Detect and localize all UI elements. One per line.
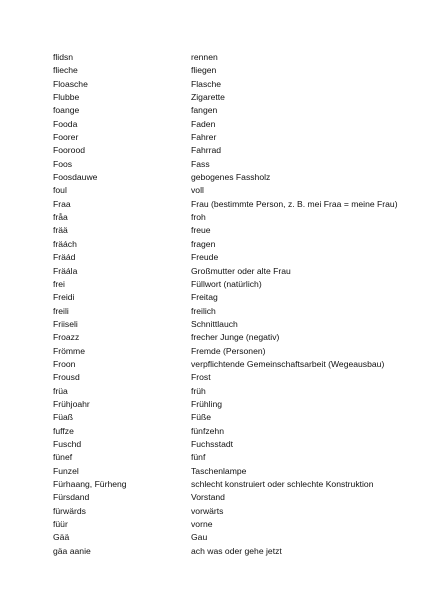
german-meaning: frecher Junge (negativ) [191, 332, 280, 343]
glossary-row [53, 411, 413, 424]
dialect-term: fräách [53, 238, 77, 249]
glossary-row [53, 478, 413, 491]
german-meaning: Fuchsstadt [191, 438, 234, 449]
dialect-term: Fürhaang, Fürheng [53, 479, 127, 489]
german-meaning: Zigarette [191, 92, 225, 103]
german-meaning: freilich [191, 305, 216, 316]
glossary-row [53, 505, 413, 518]
german-meaning: Fahrer [191, 132, 217, 143]
german-meaning: Taschenlampe [191, 465, 247, 476]
glossary-row [53, 184, 413, 197]
dialect-term: Fräála [53, 265, 78, 276]
dialect-term: Foos [53, 158, 73, 169]
glossary-row [53, 238, 413, 251]
dialect-term: Füaß [53, 412, 74, 423]
german-meaning: fünfzehn [191, 425, 224, 436]
dialect-term: freili [53, 305, 69, 316]
dialect-term: fråa [53, 212, 68, 223]
german-meaning: Vorstand [191, 492, 225, 503]
dialect-term: Froon [53, 358, 76, 369]
german-meaning: fünf [191, 452, 206, 463]
glossary-row [53, 491, 413, 504]
dialect-term: Fürsdand [53, 492, 90, 503]
dialect-term: frää [53, 225, 68, 236]
dialect-term: flieche [53, 65, 78, 76]
dialect-term: foul [53, 185, 67, 196]
glossary-row [53, 305, 413, 318]
dialect-term: Fraa [53, 198, 71, 209]
glossary-row [53, 518, 413, 531]
german-meaning: Frost [191, 372, 211, 383]
dialect-term: füür [53, 519, 68, 530]
german-meaning: Faden [191, 118, 216, 129]
glossary-row [53, 51, 413, 64]
dialect-term: Floasche [53, 78, 88, 89]
glossary-row [53, 278, 413, 291]
glossary-row [53, 545, 413, 558]
german-meaning: vorwärts [191, 505, 224, 516]
glossary-row [53, 345, 413, 358]
dialect-term: Foorood [53, 145, 86, 156]
glossary-row [53, 131, 413, 144]
glossary-row [53, 265, 413, 278]
dialect-term: Frousd [53, 372, 80, 383]
german-meaning: Füße [191, 412, 212, 423]
german-meaning: freue [191, 225, 211, 236]
dialect-term: Fuschd [53, 438, 82, 449]
glossary-row [53, 224, 413, 237]
german-meaning: vorne [191, 519, 213, 530]
german-meaning: schlecht konstruiert oder schlechte Konstruktion [191, 479, 374, 489]
dialect-term: foange [53, 105, 80, 116]
glossary-row [53, 331, 413, 344]
dialect-term: frei [53, 278, 65, 289]
glossary-row [53, 144, 413, 157]
german-meaning: Fahrrad [191, 145, 222, 156]
glossary-row [53, 78, 413, 91]
german-meaning: Gau [191, 532, 208, 543]
glossary-row [53, 171, 413, 184]
dialect-term: Frömme [53, 345, 85, 356]
german-meaning: Fremde (Personen) [191, 345, 266, 356]
glossary-row [53, 371, 413, 384]
german-meaning: Schnittlauch [191, 318, 238, 329]
german-meaning: früh [191, 385, 206, 396]
dialect-term: Foorer [53, 132, 79, 143]
glossary-row [53, 104, 413, 117]
glossary-row [53, 358, 413, 371]
glossary-row [53, 398, 413, 411]
dialect-term: Freidi [53, 292, 75, 303]
dialect-term: Frühjoahr [53, 398, 90, 409]
german-meaning: Frühling [191, 398, 223, 409]
german-meaning: gebogenes Fassholz [191, 172, 271, 183]
glossary-row [53, 64, 413, 77]
german-meaning: fliegen [191, 65, 217, 76]
dialect-term: Froazz [53, 332, 80, 343]
dialect-term: fürwärds [53, 505, 86, 516]
german-meaning: voll [191, 185, 204, 196]
dialect-term: Friiseli [53, 318, 78, 329]
glossary-row [53, 118, 413, 131]
dialect-term: Fooda [53, 118, 78, 129]
dialect-term: fünef [53, 452, 73, 463]
german-meaning: Großmutter oder alte Frau [191, 265, 291, 276]
glossary-row [53, 318, 413, 331]
dialect-term: früa [53, 385, 68, 396]
glossary-row [53, 531, 413, 544]
glossary-row [53, 451, 413, 464]
dialect-term: Foosdauwe [53, 172, 98, 183]
german-meaning: Freude [191, 252, 219, 263]
german-meaning: Fass [191, 158, 210, 169]
glossary-row [53, 211, 413, 224]
dialect-term: Fräád [53, 252, 76, 263]
german-meaning: ach was oder gehe jetzt [191, 545, 282, 556]
german-meaning: verpflichtende Gemeinschaftsarbeit (Wegeausbau) [191, 358, 385, 369]
german-meaning: Füllwort (natürlich) [191, 278, 262, 289]
german-meaning: rennen [191, 52, 218, 62]
dialect-term: Gää [53, 532, 70, 543]
german-meaning: Freitag [191, 292, 218, 303]
german-meaning: Flasche [191, 78, 222, 89]
dialect-term: gäa aanie [53, 545, 91, 556]
german-meaning: Frau (bestimmte Person, z. B. mei Fraa = meine Frau) [191, 198, 398, 209]
glossary-row [53, 91, 413, 104]
glossary-row [53, 385, 413, 398]
glossary-row [53, 438, 413, 451]
dialect-term: Flubbe [53, 92, 80, 103]
dialect-term: Funzel [53, 465, 79, 476]
glossary-row [53, 291, 413, 304]
glossary-row [53, 251, 413, 264]
german-meaning: froh [191, 212, 206, 223]
german-meaning: fragen [191, 238, 216, 249]
german-meaning: fangen [191, 105, 218, 116]
glossary-table [53, 51, 413, 558]
glossary-row [53, 465, 413, 478]
dialect-term: fuffze [53, 425, 74, 436]
glossary-row [53, 198, 413, 211]
glossary-row [53, 425, 413, 438]
glossary-row [53, 158, 413, 171]
dialect-term: flidsn [53, 52, 74, 62]
